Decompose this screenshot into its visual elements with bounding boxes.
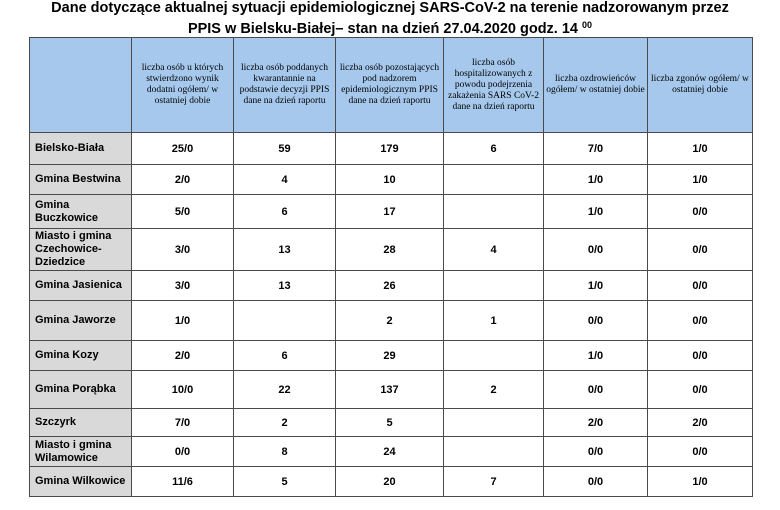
hospitalized-cell [444, 165, 544, 195]
table-row [30, 341, 753, 371]
recovered-cell: 1/0 [544, 165, 648, 195]
municipality-name-cell: Gmina Wilkowice [30, 467, 132, 497]
recovered-cell: 0/0 [544, 371, 648, 409]
positive-cases-cell: 7/0 [132, 409, 234, 437]
hospitalized-cell [444, 437, 544, 467]
quarantine-cell: 59 [234, 133, 336, 165]
recovered-cell: 1/0 [544, 341, 648, 371]
quarantine-cell: 13 [234, 271, 336, 301]
positive-cases-cell: 5/0 [132, 195, 234, 229]
municipality-name-cell: Gmina Porąbka [30, 371, 132, 409]
hospitalized-cell [444, 341, 544, 371]
table-row [30, 437, 753, 467]
hospitalized-cell [444, 409, 544, 437]
table-row [30, 165, 753, 195]
header-quarantine: liczba osób poddanych kwarantannie na podstawie decyzji PPIS dane na dzień raportu [234, 38, 336, 133]
municipality-name-cell: Miasto i gmina Wilamowice [30, 437, 132, 467]
recovered-cell: 0/0 [544, 467, 648, 497]
supervision-cell: 24 [336, 437, 444, 467]
supervision-cell: 29 [336, 341, 444, 371]
quarantine-cell: 22 [234, 371, 336, 409]
table-body [30, 133, 753, 497]
header-supervision: liczba osób pozostających pod nadzorem epidemiologicznym PPIS dane na dzień raportu [336, 38, 444, 133]
epidemiological-table [29, 37, 753, 497]
table-row [30, 229, 753, 271]
title-line-1: Dane dotyczące aktualnej sytuacji epidemiologicznej SARS-CoV-2 na terenie nadzorowanym przez [51, 0, 729, 16]
positive-cases-cell: 2/0 [132, 341, 234, 371]
table-row [30, 301, 753, 341]
municipality-name-cell: Gmina Bestwina [30, 165, 132, 195]
deaths-cell: 1/0 [648, 165, 753, 195]
deaths-cell: 0/0 [648, 301, 753, 341]
quarantine-cell: 8 [234, 437, 336, 467]
quarantine-cell: 2 [234, 409, 336, 437]
positive-cases-cell: 0/0 [132, 437, 234, 467]
hospitalized-cell: 6 [444, 133, 544, 165]
municipality-name-cell: Gmina Kozy [30, 341, 132, 371]
supervision-cell: 26 [336, 271, 444, 301]
quarantine-cell: 13 [234, 229, 336, 271]
table-row [30, 195, 753, 229]
deaths-cell: 0/0 [648, 437, 753, 467]
header-row [30, 38, 753, 133]
document-title [0, 0, 780, 38]
supervision-cell: 2 [336, 301, 444, 341]
supervision-cell: 5 [336, 409, 444, 437]
table-row [30, 409, 753, 437]
header-corner-cell [30, 38, 132, 133]
positive-cases-cell: 11/6 [132, 467, 234, 497]
deaths-cell: 0/0 [648, 371, 753, 409]
positive-cases-cell: 3/0 [132, 271, 234, 301]
title-line-2 [0, 17, 780, 38]
positive-cases-cell: 1/0 [132, 301, 234, 341]
supervision-cell: 17 [336, 195, 444, 229]
table-row [30, 133, 753, 165]
quarantine-cell: 6 [234, 341, 336, 371]
header-deaths: liczba zgonów ogółem/ w ostatniej dobie [648, 38, 753, 133]
header-positive-cases: liczba osób u których stwierdzono wynik dodatni ogółem/ w ostatniej dobie [132, 38, 234, 133]
recovered-cell: 0/0 [544, 301, 648, 341]
municipality-name-cell: Gmina Jaworze [30, 301, 132, 341]
supervision-cell: 28 [336, 229, 444, 271]
hospitalized-cell: 1 [444, 301, 544, 341]
deaths-cell: 1/0 [648, 467, 753, 497]
hospitalized-cell: 7 [444, 467, 544, 497]
recovered-cell: 7/0 [544, 133, 648, 165]
quarantine-cell: 4 [234, 165, 336, 195]
deaths-cell: 0/0 [648, 195, 753, 229]
supervision-cell: 10 [336, 165, 444, 195]
positive-cases-cell: 10/0 [132, 371, 234, 409]
supervision-cell: 179 [336, 133, 444, 165]
quarantine-cell: 5 [234, 467, 336, 497]
quarantine-cell [234, 301, 336, 341]
recovered-cell: 0/0 [544, 437, 648, 467]
title-line-2-text: PPIS w Bielsku-Białej– stan na dzień 27.04.2020 godz. 14 [187, 21, 578, 37]
supervision-cell: 137 [336, 371, 444, 409]
header-hospitalized: liczba osób hospitalizowanych z powodu podejrzenia zakażenia SARS CoV-2 dane na dzień raportu [444, 38, 544, 133]
recovered-cell: 1/0 [544, 271, 648, 301]
deaths-cell: 1/0 [648, 133, 753, 165]
table-row [30, 467, 753, 497]
hospitalized-cell: 4 [444, 229, 544, 271]
deaths-cell: 0/0 [648, 271, 753, 301]
table-row [30, 271, 753, 301]
positive-cases-cell: 3/0 [132, 229, 234, 271]
positive-cases-cell: 25/0 [132, 133, 234, 165]
deaths-cell: 0/0 [648, 229, 753, 271]
municipality-name-cell: Gmina Jasienica [30, 271, 132, 301]
recovered-cell: 1/0 [544, 195, 648, 229]
quarantine-cell: 6 [234, 195, 336, 229]
positive-cases-cell: 2/0 [132, 165, 234, 195]
municipality-name-cell: Szczyrk [30, 409, 132, 437]
hospitalized-cell [444, 271, 544, 301]
recovered-cell: 0/0 [544, 229, 648, 271]
header-recovered: liczba ozdrowieńców ogółem/ w ostatniej dobie [544, 38, 648, 133]
recovered-cell: 2/0 [544, 409, 648, 437]
supervision-cell: 20 [336, 467, 444, 497]
deaths-cell: 0/0 [648, 341, 753, 371]
municipality-name-cell: Bielsko-Biała [30, 133, 132, 165]
deaths-cell: 2/0 [648, 409, 753, 437]
municipality-name-cell: Miasto i gmina Czechowice-Dziedzice [30, 229, 132, 271]
municipality-name-cell: Gmina Buczkowice [30, 195, 132, 229]
hospitalized-cell: 2 [444, 371, 544, 409]
table-row [30, 371, 753, 409]
hospitalized-cell [444, 195, 544, 229]
title-time-superscript: 00 [582, 20, 593, 30]
